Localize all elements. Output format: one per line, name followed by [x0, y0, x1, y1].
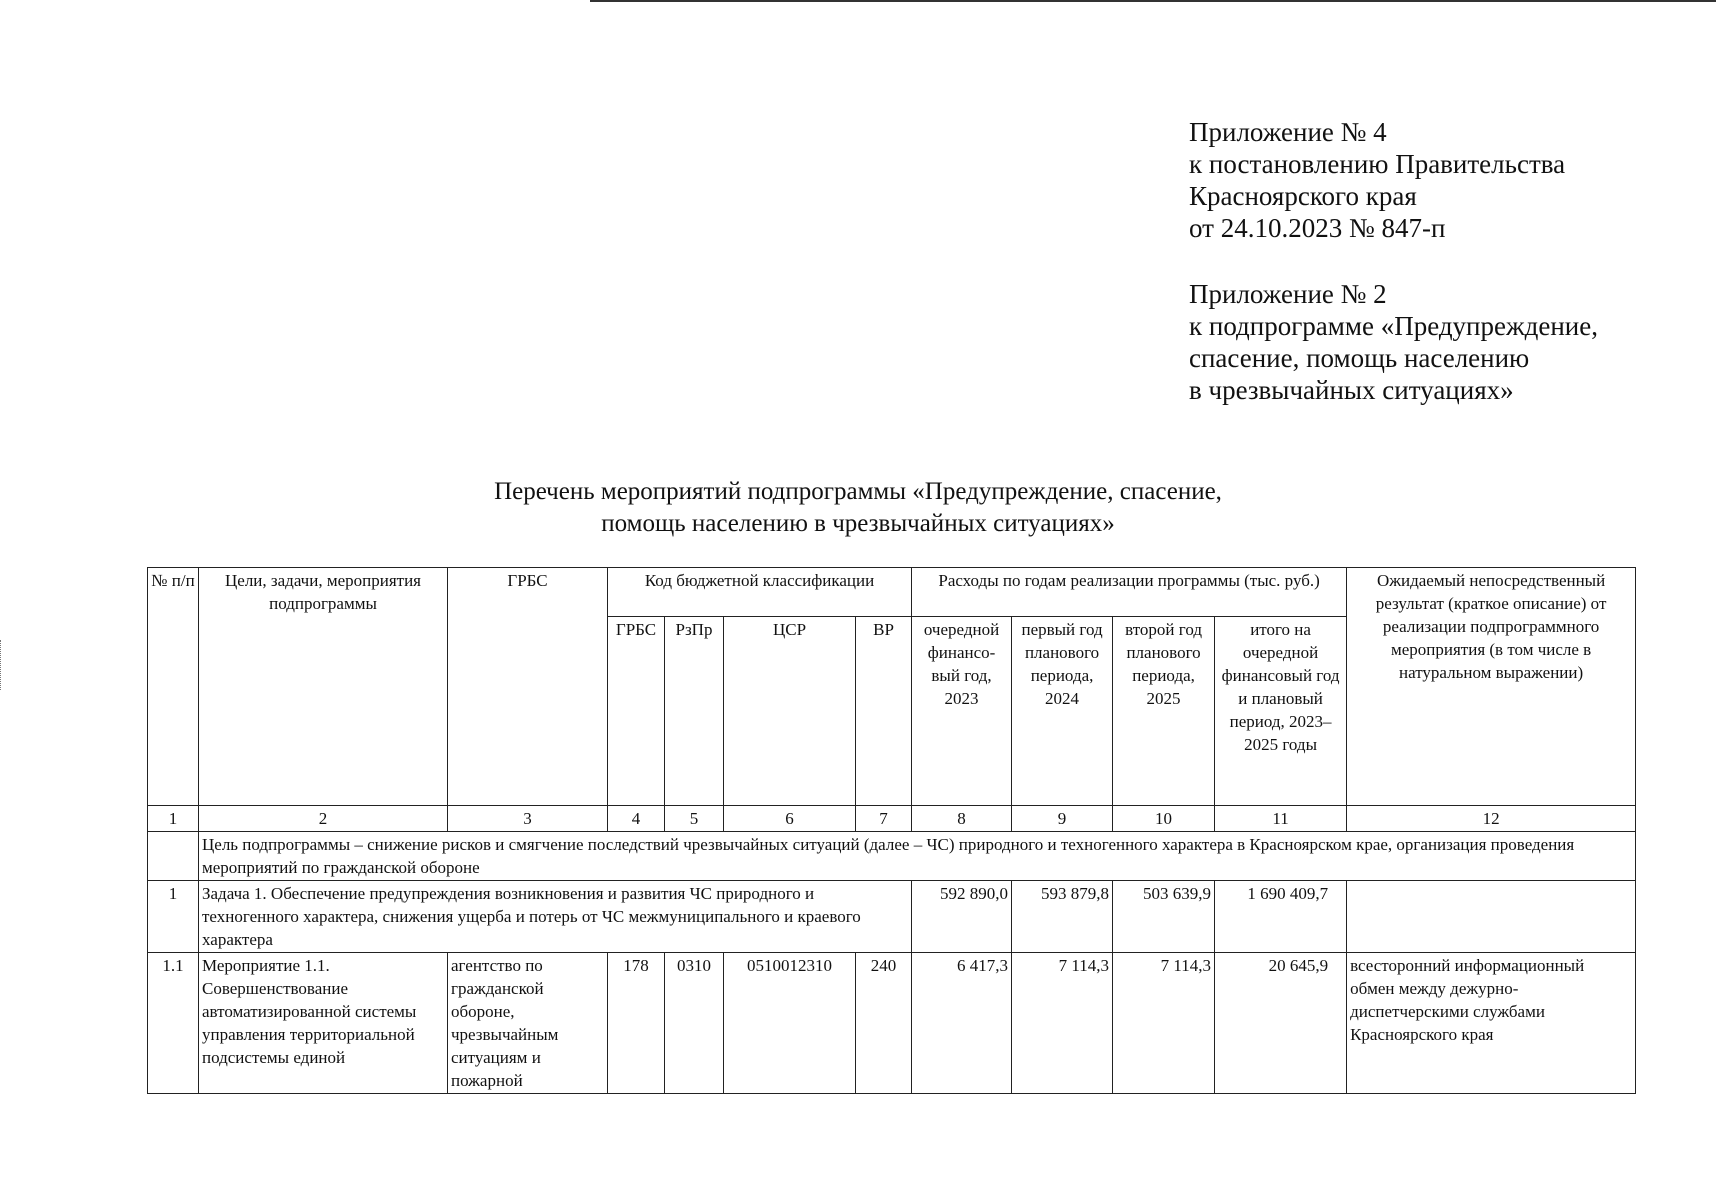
- header-num: № п/п: [148, 568, 199, 806]
- task-expense-2024: 593 879,8: [1012, 881, 1113, 953]
- title-line-2: помощь населению в чрезвычайных ситуациях»: [601, 510, 1115, 537]
- task-expense-total: 1 690 409,7: [1215, 881, 1347, 953]
- task-row: [148, 881, 1636, 953]
- header-year-2025: второй год планового периода, 2025: [1113, 617, 1215, 806]
- appendix-2-line-3: спасение, помощь населению: [1189, 343, 1530, 373]
- activity-expense-2025: 7 114,3: [1113, 953, 1215, 1094]
- document-title: [0, 476, 1716, 540]
- activity-grbs-name: агентство по гражданской обороне, чрезвычайным ситуациям и пожарной: [448, 953, 608, 1094]
- appendix-2-line-4: в чрезвычайных ситуациях»: [1189, 375, 1514, 405]
- activities-table: [147, 567, 1636, 1094]
- header-code-grbs: ГРБС: [608, 617, 665, 806]
- header-grbs: ГРБС: [448, 568, 608, 806]
- activity-result: всесторонний информационный обмен между дежурно-диспетчерскими службами Красноярского края: [1347, 953, 1636, 1094]
- appendix-4-line-2: к постановлению Правительства: [1189, 149, 1566, 179]
- header-year-total: итого на очередной финансовый год и плановый период, 2023–2025 годы: [1215, 617, 1347, 806]
- task-expense-2023: 592 890,0: [912, 881, 1012, 953]
- activity-text: Мероприятие 1.1. Совершенствование автоматизированной системы управления территориальной подсистемы единой: [199, 953, 448, 1094]
- appendix-4-line-3: Красноярского края: [1189, 181, 1417, 211]
- goal-num-cell: [148, 832, 199, 881]
- appendix-2-block: [1189, 278, 1598, 406]
- goal-text: Цель подпрограммы – снижение рисков и смягчение последствий чрезвычайных ситуаций (далее – ЧС) природного и техногенного характера в Красноярском крае, организация проведения мероприятий по гражданской обороне: [199, 832, 1636, 881]
- appendix-2-line-2: к подпрограмме «Предупреждение,: [1189, 311, 1598, 341]
- column-number: 2: [199, 806, 448, 832]
- column-number: 8: [912, 806, 1012, 832]
- activity-row: [148, 953, 1636, 1094]
- task-num: 1: [148, 881, 199, 953]
- column-number: 7: [856, 806, 912, 832]
- activity-expense-2023: 6 417,3: [912, 953, 1012, 1094]
- column-number: 12: [1347, 806, 1636, 832]
- header-code-rzpr: РзПр: [665, 617, 724, 806]
- appendix-2-line-1: Приложение № 2: [1189, 279, 1387, 309]
- appendix-4-line-1: Приложение № 4: [1189, 117, 1387, 147]
- task-result: [1347, 881, 1636, 953]
- activity-expense-total: 20 645,9: [1215, 953, 1347, 1094]
- header-year-2024: первый год планового периода, 2024: [1012, 617, 1113, 806]
- header-goals: Цели, задачи, мероприятия подпрограммы: [199, 568, 448, 806]
- header-budget-code: Код бюджетной классификации: [608, 568, 912, 617]
- column-number: 9: [1012, 806, 1113, 832]
- column-numbers-row: [148, 806, 1636, 832]
- column-number: 11: [1215, 806, 1347, 832]
- column-number: 10: [1113, 806, 1215, 832]
- column-number: 3: [448, 806, 608, 832]
- title-line-1: Перечень мероприятий подпрограммы «Предупреждение, спасение,: [494, 478, 1222, 505]
- header-expenses: Расходы по годам реализации программы (тыс. руб.): [912, 568, 1347, 617]
- appendix-4-line-4: от 24.10.2023 № 847-п: [1189, 213, 1446, 243]
- header-result: Ожидаемый непосредственный результат (краткое описание) от реализации подпрограммного мероприятия (в том числе в натуральном выражении): [1347, 568, 1636, 806]
- activity-code-csr: 0510012310: [724, 953, 856, 1094]
- column-number: 1: [148, 806, 199, 832]
- activity-expense-2024: 7 114,3: [1012, 953, 1113, 1094]
- header-code-vr: ВР: [856, 617, 912, 806]
- scan-edge-mark: [0, 640, 4, 690]
- column-number: 4: [608, 806, 665, 832]
- header-code-csr: ЦСР: [724, 617, 856, 806]
- activity-code-vr: 240: [856, 953, 912, 1094]
- appendix-4-block: [1189, 116, 1565, 244]
- page-top-border: [590, 0, 1716, 2]
- header-row-1: [148, 568, 1636, 617]
- header-year-2023: очередной финансо-вый год, 2023: [912, 617, 1012, 806]
- goal-row: [148, 832, 1636, 881]
- task-expense-2025: 503 639,9: [1113, 881, 1215, 953]
- activity-num: 1.1: [148, 953, 199, 1094]
- activity-code-rzpr: 0310: [665, 953, 724, 1094]
- column-number: 6: [724, 806, 856, 832]
- activity-code-grbs: 178: [608, 953, 665, 1094]
- task-text: Задача 1. Обеспечение предупреждения возникновения и развития ЧС природного и техногенного характера, снижения ущерба и потерь от ЧС межмуниципального и краевого характера: [199, 881, 912, 953]
- column-number: 5: [665, 806, 724, 832]
